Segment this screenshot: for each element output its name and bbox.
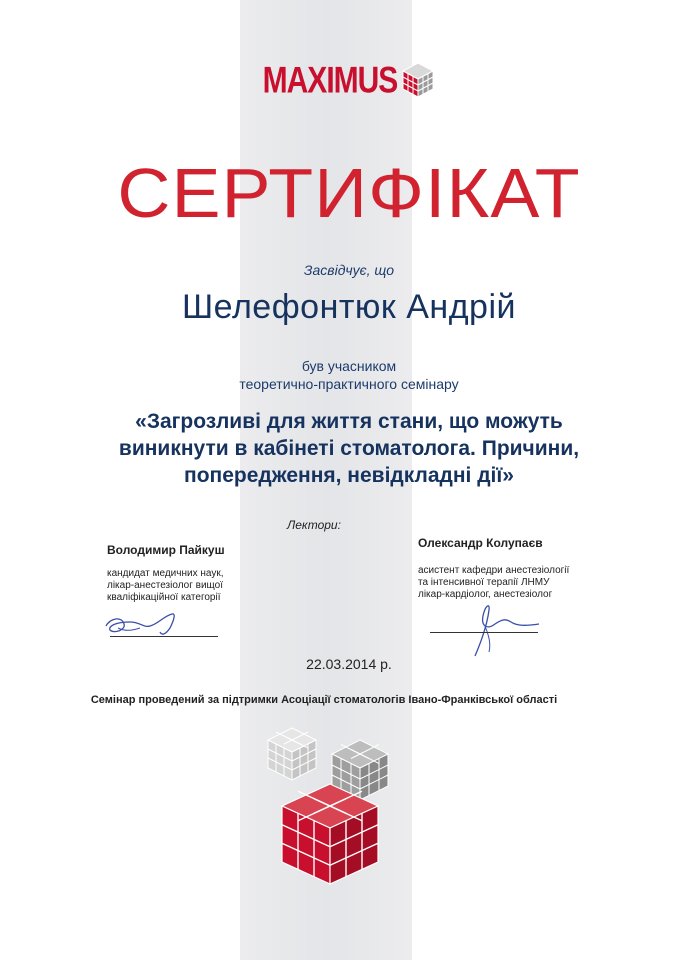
lecturers-label: Лектори: bbox=[287, 518, 341, 532]
decorative-cubes-icon bbox=[260, 722, 420, 892]
certificate-title: СЕРТИФІКАТ bbox=[117, 154, 581, 232]
seminar-topic bbox=[0, 408, 698, 489]
attest-text: Засвідчує, що bbox=[303, 262, 395, 278]
lecturer-right-desc-2: та інтенсивної терапії ЛНМУ bbox=[418, 577, 550, 588]
topic-line-2: виникнути в кабінеті стоматолога. Причини, bbox=[118, 437, 580, 460]
recipient-name: Шелефонтюк Андрій bbox=[182, 288, 516, 326]
lecturer-right-desc-3: лікар-кардіолог, анестезіолог bbox=[418, 589, 553, 600]
lecturer-left-desc-1: кандидат медичних наук, bbox=[107, 568, 224, 579]
signature-line-left bbox=[110, 636, 218, 637]
topic-line-3: попередження, невідкладні дії» bbox=[184, 464, 514, 487]
lecturer-right-desc-1: асистент кафедри анестезіології bbox=[418, 565, 570, 576]
participant-text bbox=[0, 357, 698, 393]
lecturer-left-name: Володимир Пайкуш bbox=[107, 543, 225, 557]
logo-cube-icon bbox=[401, 61, 435, 101]
participant-line-1: був учасником bbox=[301, 358, 397, 374]
lecturer-left-desc-3: кваліфікаційної категорії bbox=[107, 592, 221, 603]
logo-text: MAXIMUS bbox=[262, 59, 398, 101]
support-statement: Семінар проведений за підтримки Асоціації стоматологів Івано-Франківської області bbox=[90, 694, 558, 706]
signature-right-icon bbox=[455, 596, 545, 660]
red-cube bbox=[282, 784, 378, 884]
maximus-logo bbox=[0, 56, 698, 106]
lecturer-right-name: Олександр Колупаєв bbox=[418, 536, 543, 550]
signature-line-right bbox=[430, 632, 538, 633]
lecturer-left-description bbox=[107, 568, 224, 604]
light-grey-cube bbox=[268, 728, 316, 780]
topic-line-1: «Загрозливі для життя стани, що можуть bbox=[135, 410, 563, 433]
lecturer-left-desc-2: лікар-анестезіолог вищої bbox=[107, 580, 223, 591]
certificate-date: 22.03.2014 р. bbox=[306, 656, 392, 672]
participant-line-2: теоретично-практичного семінару bbox=[239, 376, 459, 392]
